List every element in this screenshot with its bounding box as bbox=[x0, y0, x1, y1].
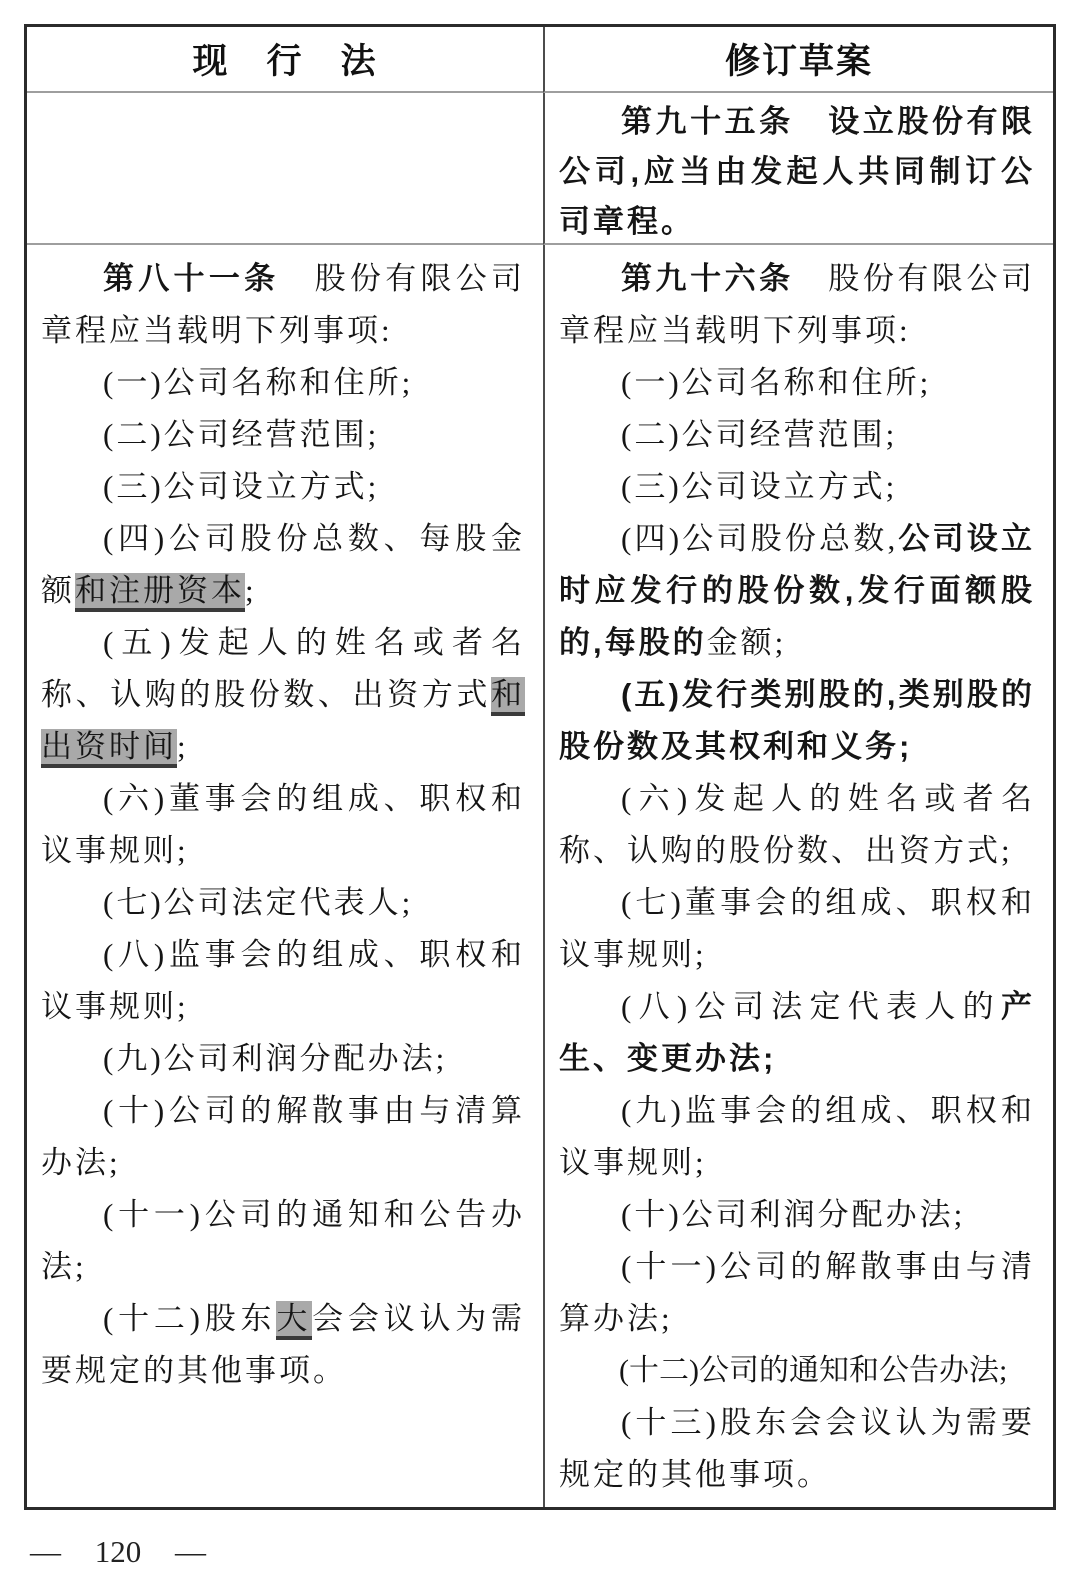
paragraph bbox=[41, 1085, 525, 1189]
bold-amendment-text: 第九十六条 bbox=[621, 261, 794, 296]
bold-amendment-text: 产生、变更办法; bbox=[559, 989, 1035, 1076]
cell-current-law-row2 bbox=[27, 245, 543, 1507]
highlighted-text: 和注册资本 bbox=[75, 573, 245, 612]
text-segment: (十三)股东会会议认为需要规定的其他事项。 bbox=[559, 1405, 1035, 1492]
bold-amendment-text: 第九十五条 设立股份有限公司,应当由发起人共同制订公司章程。 bbox=[559, 104, 1035, 239]
paragraph bbox=[559, 1241, 1035, 1345]
text-segment: 股份有限公司章程应当载明下列事项: bbox=[559, 261, 1036, 348]
text-segment: (八)公司法定代表人的 bbox=[621, 989, 1001, 1024]
cell-revision-draft-row1 bbox=[543, 93, 1053, 245]
text-segment: ; bbox=[177, 729, 189, 764]
paragraph bbox=[559, 981, 1035, 1085]
text-segment: (六)董事会的组成、职权和议事规则; bbox=[41, 781, 525, 868]
paragraph bbox=[41, 253, 525, 357]
bold-amendment-text: (五)发行类别股的,类别股的股份数及其权利和义务; bbox=[559, 677, 1035, 764]
text-segment: (九)公司利润分配办法; bbox=[103, 1041, 448, 1076]
paragraph bbox=[559, 1085, 1035, 1189]
text-segment: (五)发起人的姓名或者名称、认购的股份数、出资方式 bbox=[41, 625, 525, 712]
page-number: — 120 — bbox=[30, 1534, 206, 1569]
column-header-revision-draft: 修订草案 bbox=[543, 27, 1053, 93]
paragraph bbox=[559, 461, 1035, 513]
column-header-current-law: 现 行 法 bbox=[27, 27, 543, 93]
paragraph bbox=[41, 513, 525, 617]
text-segment: (七)董事会的组成、职权和议事规则; bbox=[559, 885, 1035, 972]
paragraph bbox=[559, 357, 1035, 409]
highlighted-text: 大 bbox=[276, 1301, 312, 1340]
bold-amendment-text: 第八十一条 bbox=[103, 261, 280, 296]
text-segment: (二)公司经营范围; bbox=[103, 417, 380, 452]
paragraph bbox=[559, 97, 1035, 245]
text-segment: (十一)公司的通知和公告办法; bbox=[41, 1197, 525, 1284]
cell-revision-draft-row2 bbox=[543, 245, 1053, 1507]
paragraph bbox=[559, 409, 1035, 461]
paragraph bbox=[41, 877, 525, 929]
paragraph bbox=[41, 409, 525, 461]
text-segment: (六)发起人的姓名或者名称、认购的股份数、出资方式; bbox=[559, 781, 1035, 868]
text-segment: (九)监事会的组成、职权和议事规则; bbox=[559, 1093, 1035, 1180]
paragraph bbox=[41, 1293, 525, 1397]
text-segment: (十一)公司的解散事由与清算办法; bbox=[559, 1249, 1035, 1336]
paragraph bbox=[559, 1397, 1035, 1501]
text-segment: (一)公司名称和住所; bbox=[621, 365, 932, 400]
paragraph bbox=[559, 773, 1035, 877]
paragraph bbox=[41, 357, 525, 409]
paragraph bbox=[559, 1345, 1035, 1397]
paragraph bbox=[41, 929, 525, 1033]
paragraph bbox=[41, 1189, 525, 1293]
text-segment: (十)公司的解散事由与清算办法; bbox=[41, 1093, 525, 1180]
text-segment: (四)公司股份总数, bbox=[621, 521, 899, 556]
paragraph bbox=[41, 461, 525, 513]
paragraph bbox=[41, 773, 525, 877]
cell-current-law-row1 bbox=[27, 93, 543, 245]
paragraph bbox=[559, 877, 1035, 981]
paragraph bbox=[41, 617, 525, 773]
text-segment: (一)公司名称和住所; bbox=[103, 365, 414, 400]
paragraph bbox=[41, 1033, 525, 1085]
paragraph bbox=[559, 253, 1035, 357]
paragraph bbox=[559, 669, 1035, 773]
highlighted-text: 和出资时间 bbox=[41, 677, 525, 768]
text-segment: (十)公司利润分配办法; bbox=[621, 1197, 966, 1232]
paragraph bbox=[559, 513, 1035, 669]
comparison-table bbox=[24, 24, 1056, 1510]
bold-amendment-text: 公司设立时应发行的股份数,发行面额股的,每股的 bbox=[559, 521, 1036, 660]
text-segment: (十二)股东 bbox=[103, 1301, 277, 1336]
text-segment: 金额; bbox=[706, 625, 787, 660]
text-segment: (四)公司股份总数、每股金额 bbox=[41, 521, 525, 608]
text-segment: (三)公司设立方式; bbox=[621, 469, 898, 504]
text-segment: ; bbox=[245, 573, 257, 608]
text-segment: (十二)公司的通知和公告办法; bbox=[619, 1354, 1008, 1387]
text-segment: (二)公司经营范围; bbox=[621, 417, 898, 452]
text-segment: 会会议认为需要规定的其他事项。 bbox=[41, 1301, 526, 1388]
text-segment: (八)监事会的组成、职权和议事规则; bbox=[41, 937, 525, 1024]
text-segment: (七)公司法定代表人; bbox=[103, 885, 414, 920]
text-segment: (三)公司设立方式; bbox=[103, 469, 380, 504]
paragraph bbox=[559, 1189, 1035, 1241]
text-segment: 股份有限公司章程应当载明下列事项: bbox=[41, 261, 526, 348]
